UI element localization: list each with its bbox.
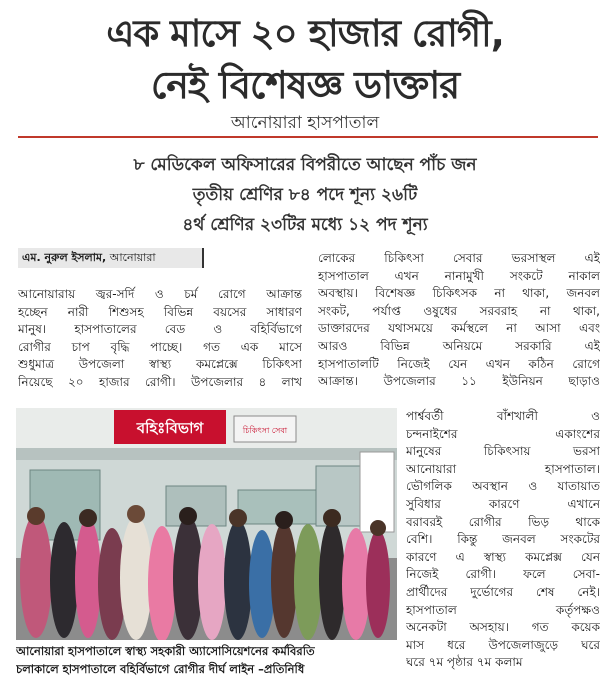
byline-place: আনোয়ারা — [109, 251, 156, 264]
body-line: ডাক্তারদের যথাসময়ে কর্মস্থলে না আসা এবং — [318, 321, 600, 336]
body-line: বেশি। কিন্তু জনবল সংকটের — [406, 532, 600, 547]
body-line: প্রার্থীদের দুর্ভোগের শেষ নেই। — [406, 584, 600, 599]
body-line: অনেকটা অসহায়। গত কয়েক — [406, 620, 600, 635]
body-line: মানুষ। হাসপাতালের বেড ও বহির্বিভাগে — [18, 322, 302, 337]
body-line: আরও বিভিন্ন অনিয়মে সরকারি এই — [318, 338, 600, 353]
caption-line: চলাকালে হাসপাতালে বহির্বিভাগে রোগীর দীর্ঘ লাইন –প্রতিনিধি — [16, 662, 305, 676]
body-line: হাসপাতাল এখন নানামুখী সংকটে নাকাল — [318, 268, 600, 283]
headline-line-2: নেই বিশেষজ্ঞ ডাক্তার — [150, 63, 460, 107]
body-line: মানুষের চিকিৎসায় ভরসা — [406, 444, 600, 459]
body-line: নিয়েছে ২০ হাজার রোগী। উপজেলার ৪ লাখ — [18, 374, 302, 389]
body-line: কারণে এ স্বাস্থ্য কমপ্লেক্স যেন — [406, 549, 600, 564]
headline-line-1: এক মাসে ২০ হাজার রোগী, — [106, 12, 504, 55]
body-line: ভৌগলিক অবস্থান ও যাতায়াত — [406, 479, 600, 494]
body-line: হাসপাতাল কর্তৃপক্ষও — [406, 602, 600, 617]
body-line: শুধুমাত্র উপজেলা স্বাস্থ্য কমপ্লেক্সে চিকিৎসা — [18, 357, 302, 372]
byline-box — [18, 248, 204, 268]
side-sign-text: চিকিৎসা সেবা — [242, 426, 288, 435]
caption-line: আনোয়ারা হাসপাতালে স্বাস্থ্য সহকারী অ্যাসোসিয়েশনের কর্মবিরতি — [16, 644, 315, 658]
subhead-2: তৃতীয় শ্রেণির ৮৪ পদে শূন্য ২৬টি — [192, 185, 418, 205]
sign-text: বহিঃবিভাগ — [136, 419, 204, 437]
subhead-1: ৮ মেডিকেল অফিসারের বিপরীতে আছেন পাঁচ জন — [133, 155, 477, 175]
body-line: সুবিধার কারণে এখানে — [406, 496, 600, 511]
body-line: আনোয়ারা হাসপাতাল। — [406, 461, 600, 476]
body-line: হাসপাতালটি নিজেই যেন এখন কঠিন রোগে — [318, 356, 600, 371]
body-line: নিজেই রোগী। ফলে সেবা- — [406, 567, 600, 582]
body-line: মাস ধরে উপজেলাজুড়ে ঘরে — [406, 637, 600, 652]
body-line: লোকের চিকিৎসা সেবার ভরসাস্থল এই — [318, 251, 600, 265]
byline-name: এম. নুরুল ইসলাম, — [22, 251, 107, 264]
source-label: আনোয়ারা হাসপাতাল — [230, 113, 380, 133]
body-line: সংকট, পর্যাপ্ত ওষুধের সরবরাহ না থাকা, — [318, 303, 600, 318]
body-column-right-bottom — [406, 408, 600, 672]
news-photo — [16, 408, 397, 640]
body-column-left — [18, 286, 302, 392]
body-line: হচ্ছেন নারী শিশুসহ বিভিন্ন বয়সের সাধারণ — [18, 304, 302, 319]
body-line: আনোয়ারায় জ্বর-সর্দি ও চর্ম রোগে আক্রান্ত — [18, 287, 302, 301]
body-line: অবস্থায়। বিশেষজ্ঞ চিকিৎসক না থাকা, জনবল — [318, 286, 600, 301]
body-column-right-top — [318, 250, 600, 391]
body-line: চন্দনাইশের একাংশের — [406, 426, 600, 441]
body-line: রোগীর চাপ বৃদ্ধি পাচ্ছে। গত এক মাসে — [18, 339, 302, 354]
byline — [18, 248, 202, 268]
photo-caption — [16, 642, 400, 678]
body-line: বরাবরই রোগীর ভিড় থাকে — [406, 514, 600, 529]
body-line-continuation: ঘরে ৭ম পৃষ্ঠার ৭ম কলাম — [406, 655, 523, 670]
body-line: পার্শ্ববর্তী বাঁশখালী ও — [406, 409, 600, 423]
photo-illustration — [16, 408, 397, 640]
divider-rule — [18, 136, 598, 138]
subhead-3: ৪র্থ শ্রেণির ২৩টির মধ্যে ১২ পদ শূন্য — [182, 215, 428, 235]
body-line: আক্রান্ত। উপজেলার ১১ ইউনিয়ন ছাড়াও — [318, 374, 600, 389]
